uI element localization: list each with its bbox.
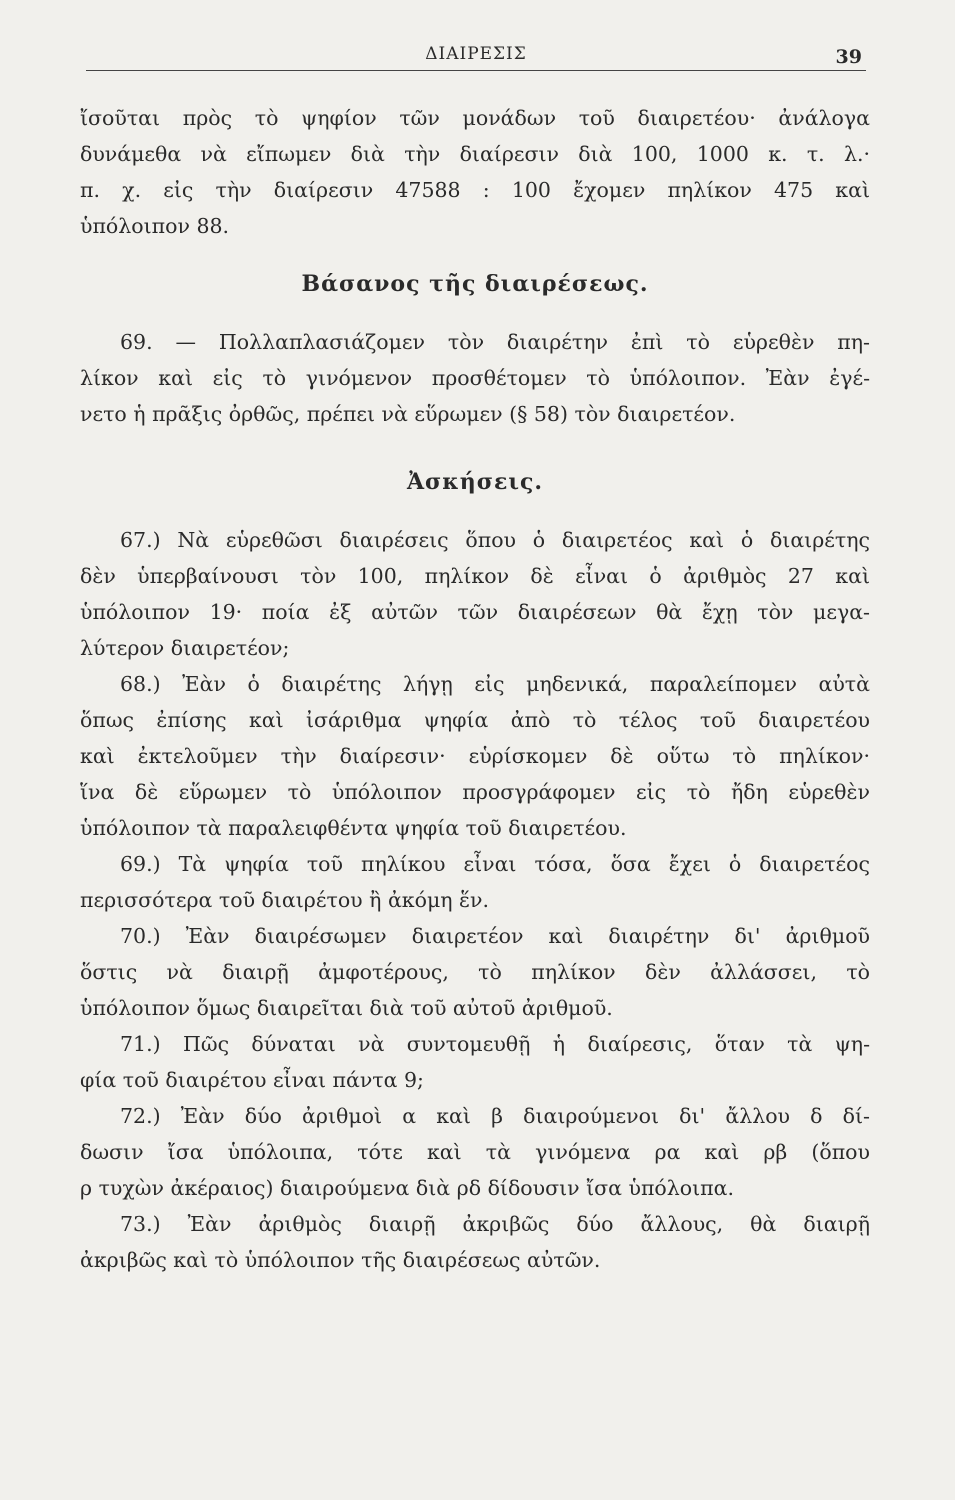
text-line: ὑπόλοιπον τὰ παραλειφθέντα ψηφία τοῦ διαιρετέου. <box>80 816 627 840</box>
page-header <box>86 44 866 74</box>
text-line: 72.) Ἐὰν δύο ἀριθμοὶ α καὶ β διαιρούμενοι δι' ἄλλου δ δί- <box>120 1104 870 1128</box>
text-line: 69. — Πολλαπλασιάζομεν τὸν διαιρέτην ἐπὶ τὸ εὑρεθὲν πη- <box>120 330 870 354</box>
exercise-71 <box>80 1026 870 1098</box>
section-heading-exercises: Ἀσκήσεις. <box>406 469 544 495</box>
exercise-67 <box>80 522 870 666</box>
text-line: 69.) Τὰ ψηφία τοῦ πηλίκου εἶναι τόσα, ὅσα ἔχει ὁ διαιρετέος <box>120 852 870 876</box>
intro-paragraph <box>80 100 870 244</box>
text-line: περισσότερα τοῦ διαιρέτου ἢ ἀκόμη ἕν. <box>80 888 490 912</box>
text-line: ἀκριβῶς καὶ τὸ ὑπόλοιπον τῆς διαιρέσεως αὐτῶν. <box>80 1248 601 1272</box>
section-heading-verification: Βάσανος τῆς διαιρέσεως. <box>301 271 649 297</box>
exercise-68 <box>80 666 870 846</box>
text-line: 71.) Πῶς δύναται νὰ συντομευθῇ ἡ διαίρεσις, ὅταν τὰ ψη- <box>120 1032 870 1056</box>
exercise-73 <box>80 1206 870 1278</box>
text-line: δωσιν ἴσα ὑπόλοιπα, τότε καὶ τὰ γινόμενα ρα καὶ ρβ (ὅπου <box>80 1140 870 1164</box>
text-line: λίκον καὶ εἰς τὸ γινόμενον προσθέτομεν τὸ ὑπόλοιπον. Ἐὰν ἐγέ- <box>80 366 870 390</box>
header-rule <box>86 70 866 71</box>
text-line: λύτερον διαιρετέον; <box>80 636 290 660</box>
text-line: 67.) Νὰ εὑρεθῶσι διαιρέσεις ὅπου ὁ διαιρετέος καὶ ὁ διαιρέτης <box>120 528 870 552</box>
text-line: ὅπως ἐπίσης καὶ ἰσάριθμα ψηφία ἀπὸ τὸ τέλος τοῦ διαιρετέου <box>80 708 870 732</box>
exercise-69 <box>80 846 870 918</box>
text-line: ὑπόλοιπον 88. <box>80 214 230 238</box>
page-number: 39 <box>835 46 862 68</box>
text-line: 73.) Ἐὰν ἀριθμὸς διαιρῇ ἀκριβῶς δύο ἄλλους, θὰ διαιρῇ <box>120 1212 870 1236</box>
exercise-70 <box>80 918 870 1026</box>
text-line: δυνάμεθα νὰ εἴπωμεν διὰ τὴν διαίρεσιν διὰ 100, 1000 κ. τ. λ.· <box>80 142 870 166</box>
text-line: ρ τυχὼν ἀκέραιος) διαιρούμενα διὰ ρδ δίδουσιν ἴσα ὑπόλοιπα. <box>80 1176 734 1200</box>
text-line: ὅστις νὰ διαιρῇ ἀμφοτέρους, τὸ πηλίκον δὲν ἀλλάσσει, τὸ <box>80 960 870 984</box>
text-line: π. χ. εἰς τὴν διαίρεσιν 47588 : 100 ἔχομεν πηλίκον 475 καὶ <box>80 178 870 202</box>
body-text <box>80 100 870 1278</box>
text-line: 68.) Ἐὰν ὁ διαιρέτης λήγῃ εἰς μηδενικά, παραλείπομεν αὐτὰ <box>120 672 870 696</box>
text-line: καὶ ἐκτελοῦμεν τὴν διαίρεσιν· εὑρίσκομεν δὲ οὕτω τὸ πηλίκον· <box>80 744 870 768</box>
text-line: ὑπόλοιπον 19· ποία ἐξ αὐτῶν τῶν διαιρέσεων θὰ ἔχῃ τὸν μεγα- <box>80 600 870 624</box>
text-line: ὑπόλοιπον ὅμως διαιρεῖται διὰ τοῦ αὐτοῦ ἀριθμοῦ. <box>80 996 613 1020</box>
text-line: φία τοῦ διαιρέτου εἶναι πάντα 9; <box>80 1068 424 1092</box>
running-head: ΔΙΑΙΡΕΣΙΣ <box>425 44 527 64</box>
text-line: ἴσοῦται πρὸς τὸ ψηφίον τῶν μονάδων τοῦ διαιρετέου· ἀνάλογα <box>80 106 870 130</box>
text-line: δὲν ὑπερβαίνουσι τὸν 100, πηλίκον δὲ εἶναι ὁ ἀριθμὸς 27 καὶ <box>80 564 870 588</box>
text-line: νετο ἡ πρᾶξις ὀρθῶς, πρέπει νὰ εὕρωμεν (§ 58) τὸν διαιρετέον. <box>80 402 736 426</box>
text-line: 70.) Ἐὰν διαιρέσωμεν διαιρετέον καὶ διαιρέτην δι' ἀριθμοῦ <box>120 924 870 948</box>
verification-paragraph <box>80 324 870 432</box>
text-line: ἵνα δὲ εὕρωμεν τὸ ὑπόλοιπον προσγράφομεν εἰς τὸ ἤδη εὑρεθὲν <box>80 780 870 804</box>
exercise-72 <box>80 1098 870 1206</box>
